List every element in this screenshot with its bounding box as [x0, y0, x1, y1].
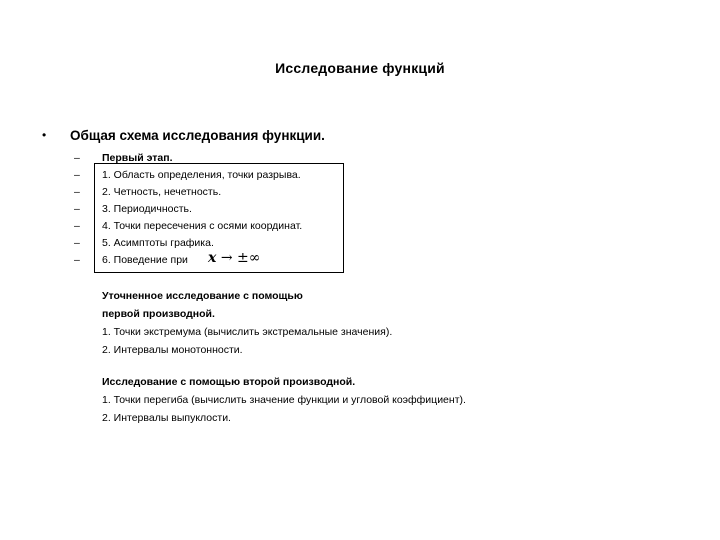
- step-row: [0, 169, 720, 186]
- second-derivative-item: 1. Точки перегиба (вычислить значение функции и угловой коэффициент).: [102, 394, 466, 406]
- first-derivative-heading-line2: первой производной.: [102, 308, 215, 320]
- step-text: 2. Четность, нечетность.: [102, 186, 222, 198]
- step-row: [0, 186, 720, 203]
- dash-marker: –: [74, 237, 80, 249]
- step-text: Первый этап.: [102, 152, 173, 164]
- dash-marker: –: [74, 152, 80, 164]
- page-title: Исследование функций: [275, 60, 445, 76]
- step-text: 1. Область определения, точки разрыва.: [102, 169, 301, 181]
- first-derivative-heading-line1: Уточненное исследование с помощью: [102, 290, 303, 302]
- step-text: 4. Точки пересечения с осями координат.: [102, 220, 303, 232]
- first-derivative-item: 1. Точки экстремума (вычислить экстремальные значения).: [102, 326, 393, 338]
- step-row: [0, 152, 720, 169]
- dash-marker: –: [74, 169, 80, 181]
- step-text: 3. Периодичность.: [102, 203, 192, 215]
- main-heading: Общая схема исследования функции.: [70, 128, 325, 143]
- limit-formula: [208, 250, 260, 266]
- second-derivative-block: [102, 373, 466, 427]
- first-derivative-block: [102, 287, 392, 359]
- first-derivative-item: 2. Интервалы монотонности.: [102, 344, 243, 356]
- step-row: [0, 220, 720, 237]
- formula-infinity: ±∞: [237, 250, 261, 266]
- step-row: [0, 254, 720, 271]
- step-row: [0, 203, 720, 220]
- step-text: 5. Асимптоты графика.: [102, 237, 214, 249]
- dash-marker: –: [74, 186, 80, 198]
- step-text: 6. Поведение при: [102, 254, 188, 266]
- second-derivative-item: 2. Интервалы выпуклости.: [102, 412, 231, 424]
- dash-marker: –: [74, 254, 80, 266]
- formula-arrow: →: [220, 250, 233, 266]
- formula-variable: x: [208, 250, 217, 266]
- dash-marker: –: [74, 220, 80, 232]
- second-derivative-heading: Исследование с помощью второй производной.: [102, 376, 356, 388]
- bullet-marker: •: [42, 128, 47, 142]
- step-row: [0, 237, 720, 254]
- dash-marker: –: [74, 203, 80, 215]
